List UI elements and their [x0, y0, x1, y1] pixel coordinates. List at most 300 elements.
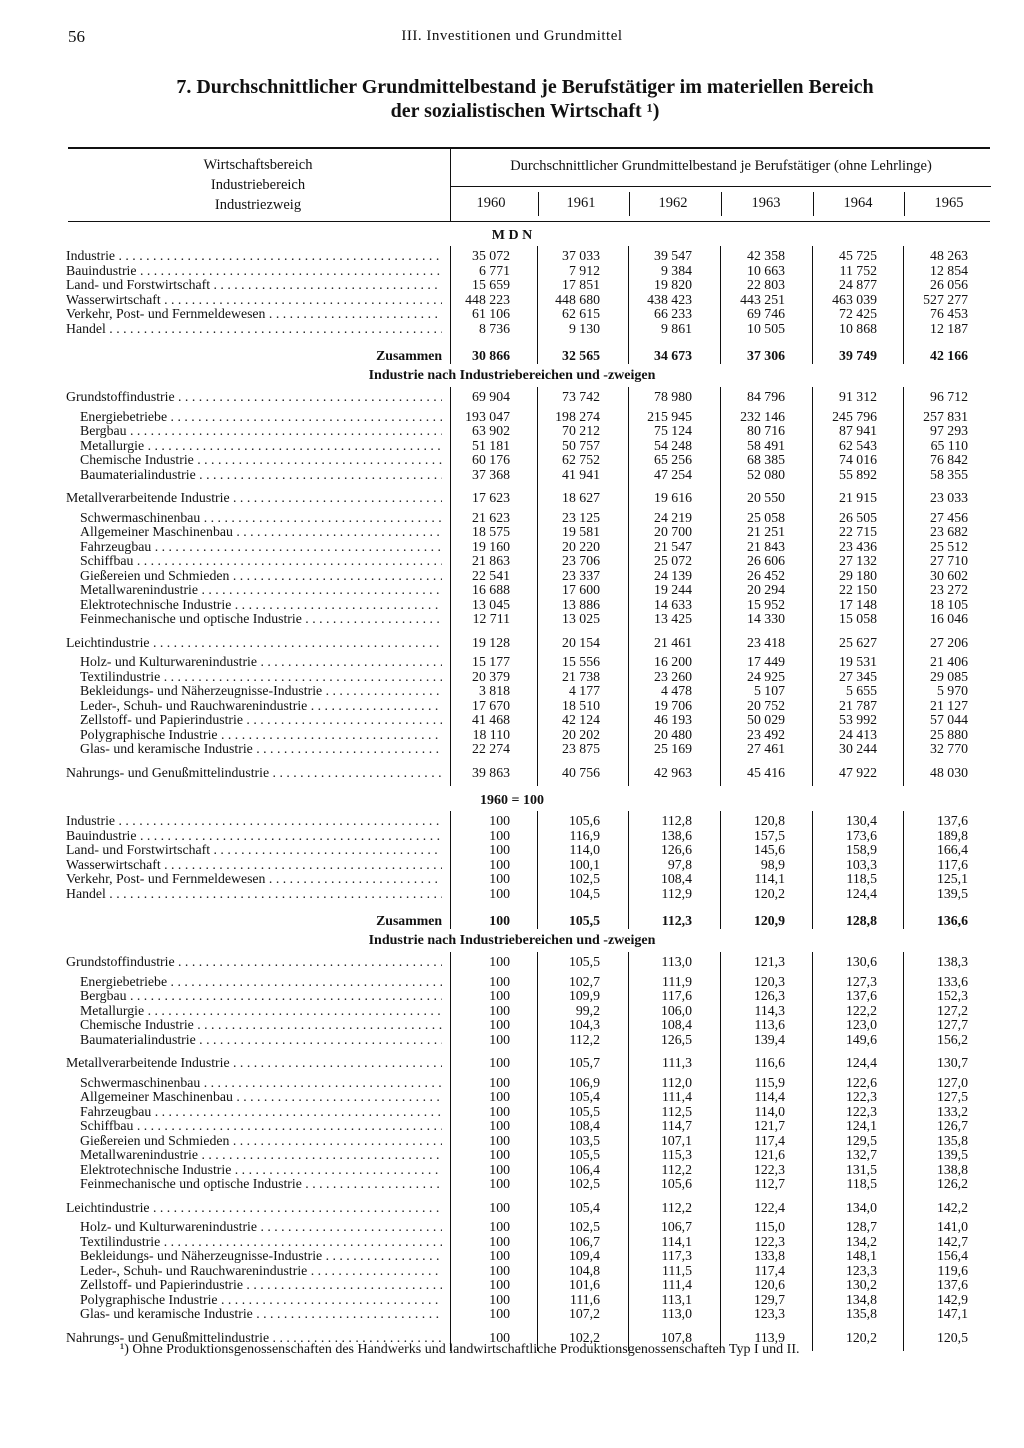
cell-value-1960: 100: [489, 1262, 510, 1278]
cell-value-1964: 158,9: [845, 842, 877, 857]
cell-value-1962: 19 706: [654, 697, 692, 713]
cell-value-1965: 142,2: [936, 1199, 968, 1215]
cell-value-1961: 37 033: [562, 248, 600, 263]
cell-value-1961: 23 337: [562, 567, 600, 583]
row-label: Elektrotechnische Industrie . . .: [80, 1162, 442, 1177]
cell-value-1961: 20 220: [562, 538, 600, 554]
cell-value-1961: 13 886: [562, 596, 600, 612]
row-label: Zellstoff- und Papierindustrie . . .: [80, 712, 442, 727]
cell-value-1965: 32 770: [930, 741, 968, 756]
header-year: 1965: [934, 195, 964, 211]
cell-value-1960: 22 274: [472, 741, 510, 756]
group-row: [0, 490, 1024, 505]
cell-value-1963: 121,3: [753, 954, 785, 969]
cell-value-1965: 133,2: [936, 1103, 968, 1119]
cell-value-1961: 23 875: [562, 741, 600, 756]
cell-value-1962: 107,8: [660, 1329, 692, 1345]
cell-value-1963: 42 358: [747, 248, 785, 263]
cell-value-1965: 166,4: [936, 842, 968, 857]
cell-value-1964: 87 941: [839, 423, 877, 438]
cell-value-1965: 21 406: [930, 654, 968, 669]
cell-value-1965: 12 854: [930, 262, 968, 278]
cell-value-1963: 123,3: [753, 1306, 785, 1321]
cell-value-1964: 134,8: [845, 1291, 877, 1307]
row-label: Bergbau . . .: [80, 988, 442, 1003]
row-label: Zusammen: [376, 348, 442, 363]
row-label: Chemische Industrie . . .: [80, 1017, 442, 1032]
cell-value-1963: 157,5: [753, 827, 785, 843]
column-rule: [628, 387, 629, 786]
cell-value-1964: 120,2: [845, 1329, 877, 1345]
row-label: Schiffbau . . .: [80, 553, 442, 568]
cell-value-1964: 128,7: [845, 1219, 877, 1234]
cell-value-1962: 126,6: [660, 842, 692, 857]
cell-value-1961: 102,2: [568, 1329, 600, 1345]
row-label: Holz- und Kulturwarenindustrie . . .: [80, 1219, 442, 1234]
cell-value-1961: 105,7: [568, 1055, 600, 1070]
cell-value-1964: 173,6: [845, 827, 877, 843]
cell-value-1960: 100: [489, 1199, 510, 1215]
cell-value-1962: 114,7: [661, 1118, 692, 1133]
cell-value-1964: 22 715: [839, 524, 877, 539]
cell-value-1963: 113,9: [754, 1329, 785, 1345]
cell-value-1962: 24 219: [654, 509, 692, 525]
cell-value-1962: 16 200: [654, 654, 692, 669]
cell-value-1964: 245 796: [832, 408, 877, 424]
cell-value-1965: 139,5: [936, 1147, 968, 1162]
cell-value-1965: 23 682: [930, 524, 968, 539]
cell-value-1961: 108,4: [568, 1118, 600, 1133]
cell-value-1961: 105,5: [568, 954, 600, 969]
cell-value-1962: 113,0: [661, 954, 692, 969]
cell-value-1960: 18 575: [472, 524, 510, 539]
footnote: ¹) Ohne Produktionsgenossenschaften des Handwerks und landwirtschaftliche Produktionsgenossenschaften Typ I und II.: [120, 1342, 800, 1357]
row-label: Holz- und Kulturwarenindustrie . . .: [80, 654, 442, 669]
cell-value-1964: 122,3: [845, 1103, 877, 1119]
cell-value-1965: 152,3: [936, 988, 968, 1003]
cell-value-1962: 111,4: [661, 1089, 692, 1104]
cell-value-1962: 112,5: [661, 1103, 692, 1119]
table-row: [0, 1248, 1024, 1263]
cell-value-1965: 76 842: [930, 452, 968, 467]
cell-value-1964: 123,0: [845, 1017, 877, 1032]
cell-value-1962: 111,5: [661, 1262, 692, 1278]
cell-value-1965: 136,6: [936, 913, 968, 928]
header-year: 1960: [476, 195, 506, 211]
cell-value-1960: 100: [489, 988, 510, 1003]
cell-value-1964: 62 543: [839, 437, 877, 453]
row-label: Bergbau . . .: [80, 423, 442, 438]
cell-value-1965: 12 187: [930, 320, 968, 336]
cell-value-1961: 17 600: [562, 582, 600, 597]
cell-value-1960: 193 047: [465, 408, 510, 424]
cell-value-1964: 74 016: [839, 452, 877, 467]
cell-value-1962: 115,3: [661, 1147, 692, 1162]
cell-value-1963: 120,8: [753, 813, 785, 828]
table-row: [0, 1133, 1024, 1148]
cell-value-1961: 104,8: [568, 1262, 600, 1278]
cell-value-1965: 27 710: [930, 553, 968, 568]
cell-value-1965: 120,5: [936, 1329, 968, 1345]
table-row: [0, 1147, 1024, 1162]
cell-value-1962: 24 139: [654, 567, 692, 583]
cell-value-1960: 8 736: [478, 320, 510, 336]
cell-value-1964: 25 627: [839, 634, 877, 650]
cell-value-1962: 14 633: [654, 596, 692, 612]
row-label: Schiffbau . . .: [80, 1118, 442, 1133]
row-label: Allgemeiner Maschinenbau . . .: [80, 1089, 442, 1104]
cell-value-1961: 62 615: [562, 306, 600, 321]
cell-value-1963: 80 716: [747, 423, 785, 438]
cell-value-1963: 115,9: [754, 1074, 785, 1090]
cell-value-1964: 135,8: [845, 1306, 877, 1321]
cell-value-1964: 134,0: [845, 1199, 877, 1215]
cell-value-1964: 103,3: [845, 856, 877, 872]
cell-value-1963: 21 251: [747, 524, 785, 539]
row-label: Metallurgie . . .: [80, 438, 442, 453]
cell-value-1964: 21 787: [839, 697, 877, 713]
section-unit-heading: M D N: [491, 228, 533, 243]
cell-value-1963: 122,3: [753, 1233, 785, 1249]
cell-value-1962: 113,1: [661, 1291, 692, 1307]
cell-value-1964: 27 132: [839, 553, 877, 568]
cell-value-1965: 119,6: [937, 1262, 968, 1278]
cell-value-1961: 18 510: [562, 697, 600, 713]
cell-value-1965: 26 056: [930, 277, 968, 292]
cell-value-1961: 104,3: [568, 1017, 600, 1032]
cell-value-1962: 117,3: [661, 1248, 692, 1263]
cell-value-1963: 5 107: [753, 683, 785, 698]
row-label: Leichtindustrie . . .: [66, 1200, 442, 1215]
column-rule: [720, 952, 721, 1351]
table-row: [0, 1277, 1024, 1292]
cell-value-1965: 257 831: [923, 408, 968, 424]
cell-value-1961: 105,5: [568, 913, 600, 928]
table-row: [0, 988, 1024, 1003]
cell-value-1961: 73 742: [562, 389, 600, 404]
cell-value-1965: 96 712: [930, 389, 968, 404]
cell-value-1963: 22 803: [747, 277, 785, 292]
cell-value-1964: 23 436: [839, 538, 877, 554]
title-line-2: der sozialistischen Wirtschaft ¹): [390, 100, 660, 122]
table-row: [0, 321, 1024, 336]
total-row: [0, 348, 1024, 363]
cell-value-1961: 102,5: [568, 1176, 600, 1191]
cell-value-1961: 102,5: [568, 1219, 600, 1234]
column-rule: [450, 246, 451, 364]
cell-value-1965: 23 272: [930, 582, 968, 597]
row-label: Textilindustrie . . .: [80, 1234, 442, 1249]
cell-value-1963: 20 550: [747, 490, 785, 505]
cell-value-1962: 9 861: [660, 320, 692, 336]
cell-value-1962: 105,6: [660, 1176, 692, 1191]
cell-value-1963: 17 449: [747, 654, 785, 669]
column-rule: [450, 387, 451, 786]
group-row: [0, 765, 1024, 780]
cell-value-1960: 18 110: [472, 726, 510, 742]
cell-value-1962: 19 616: [654, 490, 692, 505]
cell-value-1961: 4 177: [568, 683, 600, 698]
row-label: Leichtindustrie . . .: [66, 635, 442, 650]
cell-value-1961: 17 851: [562, 277, 600, 292]
table-row: [0, 698, 1024, 713]
cell-value-1960: 22 541: [472, 567, 510, 583]
cell-value-1963: 27 461: [747, 741, 785, 756]
cell-value-1965: 138,3: [936, 954, 968, 969]
cell-value-1963: 23 418: [747, 634, 785, 650]
cell-value-1965: 133,6: [936, 973, 968, 989]
row-label: Baumaterialindustrie . . .: [80, 467, 442, 482]
cell-value-1965: 142,9: [936, 1291, 968, 1307]
cell-value-1965: 29 085: [930, 668, 968, 684]
cell-value-1962: 25 072: [654, 553, 692, 568]
cell-value-1963: 50 029: [747, 712, 785, 727]
cell-value-1962: 112,9: [661, 885, 692, 901]
row-label: Land- und Forstwirtschaft . . .: [66, 277, 442, 292]
cell-value-1962: 138,6: [660, 827, 692, 843]
cell-value-1964: 149,6: [845, 1031, 877, 1047]
row-label: Metallurgie . . .: [80, 1003, 442, 1018]
cell-value-1963: 14 330: [747, 611, 785, 626]
cell-value-1960: 19 160: [472, 538, 510, 554]
header-industriebereich: Industriebereich: [210, 177, 306, 193]
cell-value-1962: 114,1: [661, 1233, 692, 1249]
cell-value-1963: 113,6: [754, 1017, 785, 1032]
title-line-1: 7. Durchschnittlicher Grundmittelbestand je Berufstätiger im materiellen Bereich: [176, 76, 874, 98]
cell-value-1964: 122,2: [845, 1002, 877, 1018]
cell-value-1962: 21 461: [654, 634, 692, 650]
cell-value-1960: 100: [489, 1132, 510, 1148]
cell-value-1965: 58 355: [930, 466, 968, 482]
cell-value-1960: 21 863: [472, 553, 510, 568]
table-row: [0, 611, 1024, 626]
cell-value-1963: 116,6: [754, 1055, 785, 1070]
header-value-title: Durchschnittlicher Grundmittelbestand je Berufstätiger (ohne Lehrlinge): [510, 158, 932, 174]
cell-value-1963: 26 452: [747, 567, 785, 583]
row-label: Leder-, Schuh- und Rauchwarenindustrie . . .: [80, 1263, 442, 1278]
cell-value-1965: 527 277: [923, 291, 968, 307]
cell-value-1960: 20 379: [472, 668, 510, 684]
table-row: [0, 857, 1024, 872]
table-row: [0, 467, 1024, 482]
cell-value-1965: 48 030: [930, 764, 968, 780]
cell-value-1964: 27 345: [839, 668, 877, 684]
row-label: Verkehr, Post- und Fernmeldewesen . . .: [66, 871, 442, 886]
cell-value-1965: 18 105: [930, 596, 968, 612]
cell-value-1961: 105,5: [568, 1147, 600, 1162]
cell-value-1960: 100: [489, 1219, 510, 1234]
row-label: Nahrungs- und Genußmittelindustrie . . .: [66, 765, 442, 780]
cell-value-1963: 52 080: [747, 466, 785, 482]
cell-value-1965: 30 602: [930, 567, 968, 583]
cell-value-1965: 137,6: [936, 1277, 968, 1292]
row-label: Bauindustrie . . .: [66, 828, 442, 843]
cell-value-1961: 20 154: [562, 634, 600, 650]
cell-value-1965: 97 293: [930, 423, 968, 438]
cell-value-1964: 21 915: [839, 490, 877, 505]
row-label: Energiebetriebe . . .: [80, 974, 442, 989]
cell-value-1962: 126,5: [660, 1031, 692, 1047]
cell-value-1965: 127,2: [936, 1002, 968, 1018]
table-row: [0, 452, 1024, 467]
group-row: [0, 389, 1024, 404]
cell-value-1961: 99,2: [575, 1002, 600, 1018]
cell-value-1961: 23 706: [562, 553, 600, 568]
cell-value-1961: 105,4: [568, 1199, 600, 1215]
cell-value-1960: 100: [489, 1118, 510, 1133]
cell-value-1960: 63 902: [472, 423, 510, 438]
cell-value-1961: 20 202: [562, 726, 600, 742]
cell-value-1965: 16 046: [930, 611, 968, 626]
cell-value-1964: 148,1: [845, 1248, 877, 1263]
cell-value-1963: 443 251: [740, 291, 785, 307]
column-rule: [537, 387, 538, 786]
cell-value-1962: 112,2: [661, 1199, 692, 1215]
cell-value-1960: 13 045: [472, 596, 510, 612]
cell-value-1964: 45 725: [839, 248, 877, 263]
row-label: Bekleidungs- und Näherzeugnisse-Industrie . . .: [80, 683, 442, 698]
cell-value-1965: 138,8: [936, 1161, 968, 1177]
row-label: Textilindustrie . . .: [80, 669, 442, 684]
cell-value-1960: 30 866: [472, 348, 510, 363]
cell-value-1963: 26 606: [747, 553, 785, 568]
row-label: Polygraphische Industrie . . .: [80, 1292, 442, 1307]
cell-value-1960: 100: [489, 1031, 510, 1047]
row-label: Land- und Forstwirtschaft . . .: [66, 842, 442, 857]
cell-value-1961: 106,4: [568, 1161, 600, 1177]
cell-value-1963: 84 796: [747, 389, 785, 404]
cell-value-1964: 137,6: [845, 988, 877, 1003]
cell-value-1964: 30 244: [839, 741, 877, 756]
cell-value-1961: 7 912: [568, 262, 600, 278]
cell-value-1961: 103,5: [568, 1132, 600, 1148]
cell-value-1965: 189,8: [936, 827, 968, 843]
row-label: Fahrzeugbau . . .: [80, 539, 442, 554]
cell-value-1960: 100: [489, 1306, 510, 1321]
cell-value-1964: 55 892: [839, 466, 877, 482]
cell-value-1960: 100: [489, 1074, 510, 1090]
cell-value-1965: 27 206: [930, 634, 968, 650]
cell-value-1962: 47 254: [654, 466, 692, 482]
cell-value-1962: 112,2: [661, 1161, 692, 1177]
page-number: 56: [68, 27, 85, 46]
cell-value-1960: 100: [489, 1103, 510, 1119]
row-label: Wasserwirtschaft . . .: [66, 857, 442, 872]
cell-value-1962: 4 478: [660, 683, 692, 698]
cell-value-1962: 106,7: [660, 1219, 692, 1234]
section-subheading: Industrie nach Industriebereichen und -zweigen: [368, 368, 656, 383]
column-rule: [450, 811, 451, 929]
table-row: [0, 1089, 1024, 1104]
cell-value-1963: 121,6: [753, 1147, 785, 1162]
cell-value-1963: 24 925: [747, 668, 785, 684]
row-label: Glas- und keramische Industrie . . .: [80, 1306, 442, 1321]
cell-value-1962: 42 963: [654, 764, 692, 780]
cell-value-1960: 100: [489, 1055, 510, 1070]
cell-value-1965: 27 456: [930, 509, 968, 525]
column-rule: [903, 387, 904, 786]
section-unit-heading: 1960 = 100: [480, 793, 544, 808]
cell-value-1964: 26 505: [839, 509, 877, 525]
cell-value-1963: 10 663: [747, 262, 785, 278]
cell-value-1965: 117,6: [937, 856, 968, 872]
cell-value-1961: 18 627: [562, 490, 600, 505]
row-label: Polygraphische Industrie . . .: [80, 727, 442, 742]
cell-value-1964: 132,7: [845, 1147, 877, 1162]
row-label: Metallverarbeitende Industrie . . .: [66, 490, 442, 505]
table-row: [0, 712, 1024, 727]
cell-value-1960: 100: [489, 813, 510, 828]
cell-value-1960: 69 904: [472, 389, 510, 404]
header-year: 1964: [843, 195, 873, 211]
cell-value-1961: 23 125: [562, 509, 600, 525]
cell-value-1960: 448 223: [465, 291, 510, 307]
cell-value-1960: 100: [489, 1161, 510, 1177]
cell-value-1963: 10 505: [747, 320, 785, 336]
cell-value-1964: 17 148: [839, 596, 877, 612]
cell-value-1962: 54 248: [654, 437, 692, 453]
cell-value-1962: 113,0: [661, 1306, 692, 1321]
row-label: Glas- und keramische Industrie . . .: [80, 741, 442, 756]
row-label: Gießereien und Schmieden . . .: [80, 1133, 442, 1148]
cell-value-1965: 25 880: [930, 726, 968, 742]
row-label: Metallwarenindustrie . . .: [80, 1147, 442, 1162]
cell-value-1963: 117,4: [754, 1132, 785, 1148]
row-label: Baumaterialindustrie . . .: [80, 1032, 442, 1047]
table-row: [0, 248, 1024, 263]
cell-value-1965: 127,5: [936, 1089, 968, 1104]
cell-value-1964: 10 868: [839, 320, 877, 336]
cell-value-1963: 23 492: [747, 726, 785, 742]
row-label: Allgemeiner Maschinenbau . . .: [80, 524, 442, 539]
cell-value-1963: 120,3: [753, 973, 785, 989]
cell-value-1962: 34 673: [654, 348, 692, 363]
cell-value-1960: 17 670: [472, 697, 510, 713]
group-row: [0, 1200, 1024, 1215]
cell-value-1960: 61 106: [472, 306, 510, 321]
cell-value-1965: 142,7: [936, 1233, 968, 1249]
cell-value-1961: 102,5: [568, 871, 600, 886]
cell-value-1962: 75 124: [654, 423, 692, 438]
cell-value-1965: 156,4: [936, 1248, 968, 1263]
cell-value-1963: 115,0: [754, 1219, 785, 1234]
column-rule: [628, 952, 629, 1351]
cell-value-1960: 12 711: [472, 611, 510, 626]
cell-value-1963: 98,9: [760, 856, 785, 872]
group-row: [0, 635, 1024, 650]
cell-value-1962: 111,3: [661, 1055, 692, 1070]
cell-value-1964: 130,4: [845, 813, 877, 828]
cell-value-1962: 46 193: [654, 712, 692, 727]
cell-value-1961: 40 756: [562, 764, 600, 780]
cell-value-1960: 100: [489, 1002, 510, 1018]
cell-value-1961: 105,6: [568, 813, 600, 828]
cell-value-1961: 21 738: [562, 668, 600, 684]
cell-value-1961: 19 581: [562, 524, 600, 539]
table-row: [0, 1162, 1024, 1177]
cell-value-1962: 215 945: [647, 408, 692, 424]
cell-value-1961: 62 752: [562, 452, 600, 467]
table-row: [0, 597, 1024, 612]
cell-value-1960: 35 072: [472, 248, 510, 263]
cell-value-1963: 120,9: [753, 913, 785, 928]
cell-value-1965: 127,0: [936, 1074, 968, 1090]
row-label: Zellstoff- und Papierindustrie . . .: [80, 1277, 442, 1292]
cell-value-1963: 68 385: [747, 452, 785, 467]
table-row: [0, 1032, 1024, 1047]
table-row: [0, 409, 1024, 424]
cell-value-1963: 117,4: [754, 1262, 785, 1278]
